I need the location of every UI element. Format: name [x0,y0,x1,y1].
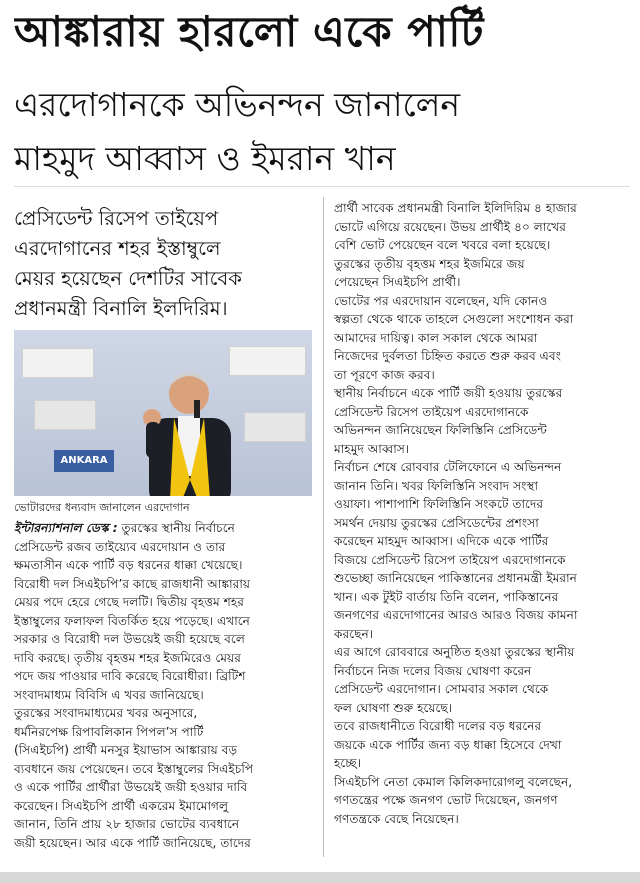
body-line: তুরস্কের তৃতীয় বৃহত্তম শহর ইজমিরে জয় [334,256,525,271]
subheadline-line-2: মাহমুদ আব্বাস ও ইমরান খান [14,139,396,178]
header-divider [14,186,630,187]
body-line: ব্যবধানে জয় পেয়েছেন। তবে ইস্তাম্বুলের সিএইচপি [14,761,254,776]
body-line: জানান তিনি। খবর ফিলিস্তিনি সংবাদ সংস্থা [334,478,539,493]
body-line: নির্বাচন শেষে রোববার টেলিফোনে এ অভিনন্দন [334,460,562,474]
body-line: ও একে পার্টির প্রার্থীরা উভয়েই জয়ী হওয়ার দাবি [14,780,248,794]
lead-line: এরদোগানের শহর ইস্তাম্বুলে [14,237,221,260]
photo-banner [244,412,306,442]
body-line: খান। এক টুইট বার্তায় তিনি বলেন, পাকিস্তানের [334,589,559,604]
body-line: প্রার্থী সাবেক প্রধানমন্ত্রী বিনালি ইলিদিরিম ৪ হাজার [334,201,577,215]
body-line: তবে রাজধানীতে বিরোধী দলের বড় ধরনের [334,719,542,733]
body-line: পেয়েছেন সিএইচপি প্রার্থী। [334,275,461,289]
news-photo [14,330,312,496]
body-line: ধর্মনিরপেক্ষ রিপাবলিকান পিপল’স পার্টি [14,724,204,739]
body-line: করেছেন। সিএইচপি প্রার্থী একরেম ইমামোগলু [14,798,229,813]
body-line: ইস্তাম্বুলের ফলাফল বিতর্কিত হয়ে পড়েছে। এখানে [14,613,250,628]
photo-banner [34,400,96,430]
column-divider [323,197,324,857]
body-line: জনগণের এরদোগানের আরও আরও বিজয় কামনা [334,608,578,622]
body-line: করছেন। [334,626,374,641]
photo-hall-sign: ANKARA [54,450,114,472]
body-line: সমর্থন দেয়ায় তুরস্কের প্রেসিডেন্টের প্রশংসা [334,515,539,530]
dateline: ইন্টারন্যাশনাল ডেস্ক : [14,521,118,535]
body-line: জয়ী হয়েছেন। আর একে পার্টি জানিয়েছে, তাদের [14,835,251,850]
article-body-left [14,519,312,852]
body-line: বেশি ভোট পেয়েছেন বলে খবরে বলা হয়েছে। [334,238,551,252]
body-line: ভোটে এগিয়ে রয়েছেন। উভয় প্রার্থীই ৪০ লাখের [334,219,567,234]
body-line: জানান, তিনি প্রায় ২৮ হাজার ভোটের ব্যবধানে [14,817,240,831]
body-line: তুরস্কের সংবাদমাধ্যমের খবর অনুসারে, [14,706,198,720]
body-line: তা পূরণে কাজ করব। [334,367,435,382]
photo-caption: ভোটারদের ধন্যবাদ জানালেন এরদোগান [14,501,190,514]
body-line: এর আগে রোববারে অনুষ্ঠিত হওয়া তুরস্কের স্থানীয় [334,645,575,659]
headline: আঙ্কারায় হারলো একে পার্টি [14,7,484,56]
body-line: গণতন্ত্রের পক্ষে জনগণ ভোট দিয়েছেন, জনগণ [334,793,558,807]
body-line: প্রেসিডেন্ট এরদোগান। সোমবার সকাল থেকে [334,682,549,696]
subheadline-line-1: এরদোগানকে অভিনন্দন জানালেন [14,85,461,124]
body-line: হচ্ছে। [334,756,362,770]
body-line: মাহমুদ আব্বাস। [334,441,410,456]
body-line: শুভেচ্ছা জানিয়েছেন পাকিস্তানের প্রধানমন্ত্রী ইমরান [334,571,577,585]
photo-banner [22,348,94,378]
body-line: সিএইচপি নেতা কেমাল কিলিকদারোগলু বলেছেন, [334,774,573,789]
article-body-right [334,199,632,828]
body-line: ভোটের পর এরদোয়ান বলেছেন, যদি কোনও [334,293,548,308]
body-line: দাবি করছে। তৃতীয় বৃহত্তম শহর ইজমিরেও মেয়র [14,650,241,665]
body-line: প্রেসিডেন্ট রিসেপ তাইয়েপ এরদোগানকে [334,404,529,419]
lead-paragraph [14,204,312,324]
body-line: অভিনন্দন জানিয়েছেন ফিলিস্তিনি প্রেসিডেন্ট [334,423,547,437]
body-line: (সিএইচপি) প্রার্থী মনসুর ইয়াভাস আঙ্কারায় বড় [14,743,238,757]
footer-bar [0,872,640,883]
body-line: বিরোধী দল সিএইচপি’র কাছে রাজধানী আঙ্কারায় [14,576,251,591]
body-line: প্রেসিডেন্ট রজব তাইয়্যেব এরদোয়ান ও তার [14,539,226,554]
body-line: নির্বাচনে নিজ দলের বিজয় ঘোষণা করেন [334,663,532,678]
body-line: স্থানীয় নির্বাচনে একে পার্টি জয়ী হওয়ায় তুরস্কের [334,386,563,400]
body-line-text: তুরস্কের স্থানীয় নির্বাচনে [117,521,235,535]
body-line: ক্ষমতাসীন একে পার্টি বড় ধরনের ধাক্কা খেয়েছে। [14,558,243,572]
body-line: ফল ঘোষণা শুরু হয়েছে। [334,700,453,715]
body-line: আমাদের দায়িত্ব। কাল সকাল থেকে আমরা [334,330,538,345]
body-line: নিজেদের দুর্বলতা চিহ্নিত করতে শুরু করব এবং [334,349,561,363]
body-line: ওয়াফা। পাশাপাশি ফিলিস্তিনি সংকটে তাদের [334,497,544,511]
body-line: পদে জয় পাওয়ার দাবি করেছে বিরোধীরা। ব্রিটিশ [14,669,246,683]
lead-line: মেয়র হয়েছেন দেশটির সাবেক [14,267,242,290]
lead-line: প্রেসিডেন্ট রিসেপ তাইয়েপ [14,207,219,230]
body-line: স্বল্পতা থেকে থাকে তাহলে সেগুলো সংশোধন করা [334,312,574,326]
body-line: জয়কে একে পার্টির জন্য বড় ধাক্কা হিসেবে দেখা [334,737,562,752]
body-line: করেছেন মাহমুদ আব্বাস। এদিকে একে পার্টির [334,534,549,548]
body-line: সরকার ও বিরোধী দল উভয়েই জয়ী হয়েছে বলে [14,632,245,646]
speaker-figure-icon [134,360,244,496]
body-line: বিজয়ে প্রেসিডেন্ট রিসেপ তাইয়েপ এরদোগানকে [334,552,566,567]
body-line [14,519,312,538]
body-line: মেয়র পদে হেরে গেছে দলটি। দ্বিতীয় বৃহত্তম শহর [14,595,244,609]
lead-line: প্রধানমন্ত্রী বিনালি ইলদিরিম। [14,297,228,320]
body-line: সংবাদমাধ্যম বিবিসি এ খবর জানিয়েছে। [14,687,204,702]
body-line: গণতন্ত্রকে বেছে নিয়েছেন। [334,811,459,826]
